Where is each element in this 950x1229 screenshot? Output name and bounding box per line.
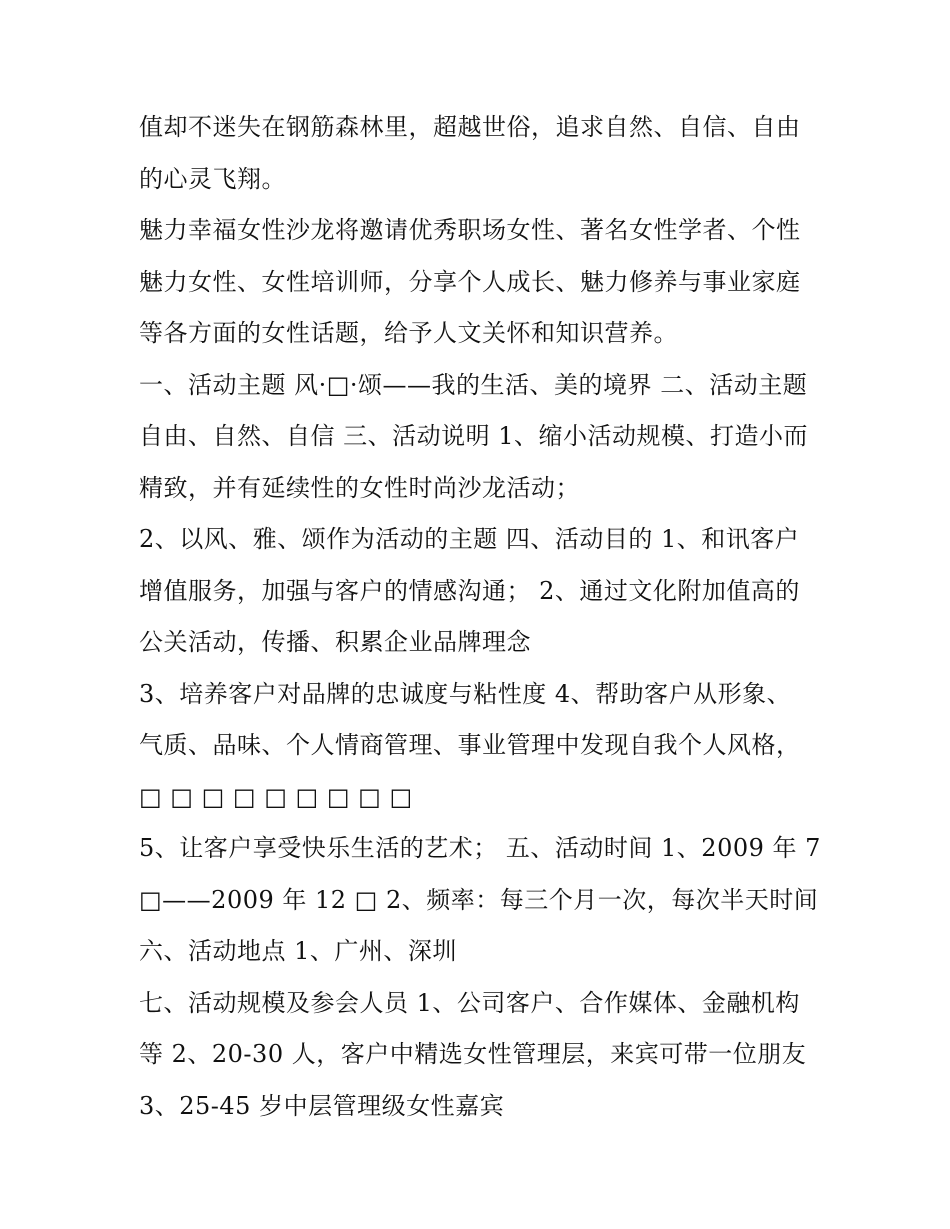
- text-line: 魅力女性、女性培训师，分享个人成长、魅力修养与事业家庭: [139, 267, 801, 296]
- text-line: 值却不迷失在钢筋森林里，超越世俗，追求自然、自信、自由: [139, 113, 801, 141]
- text-line: 2、以风、雅、颂作为活动的主题 四、活动目的 1、和讯客户: [139, 525, 800, 553]
- text-line: 3、25-45 岁中层管理级女性嘉宾: [139, 1091, 505, 1120]
- text-line: 七、活动规模及参会人员 1、公司客户、合作媒体、金融机构: [139, 988, 800, 1017]
- text-line: 增值服务，加强与客户的情感沟通； 2、通过文化附加值高的: [139, 576, 800, 605]
- text-line: □——2009 年 12 □ 2、频率：每三个月一次，每次半天时间: [139, 885, 819, 914]
- text-line: 的心灵飞翔。: [139, 164, 286, 193]
- text-line: 魅力幸福女性沙龙将邀请优秀职场女性、著名女性学者、个性: [139, 216, 801, 244]
- text-line: 等各方面的女性话题，给予人文关怀和知识营养。: [139, 319, 678, 347]
- text-line: 5、让客户享受快乐生活的艺术； 五、活动时间 1、2009 年 7: [139, 834, 821, 862]
- text-line: □ □ □ □ □ □ □ □ □: [139, 782, 413, 811]
- text-line: 公关活动，传播、积累企业品牌理念: [139, 628, 531, 656]
- document-body: [139, 102, 839, 1132]
- text-line: 六、活动地点 1、广州、深圳: [139, 937, 457, 965]
- text-line: 气质、品味、个人情商管理、事业管理中发现自我个人风格，: [139, 731, 801, 759]
- text-line: 精致，并有延续性的女性时尚沙龙活动；: [139, 473, 580, 502]
- text-line: 一、活动主题 风·□·颂——我的生活、美的境界 二、活动主题: [139, 370, 808, 399]
- text-line: 自由、自然、自信 三、活动说明 1、缩小活动规模、打造小而: [139, 422, 809, 450]
- text-line: 等 2、20-30 人，客户中精选女性管理层，来宾可带一位朋友: [139, 1040, 807, 1068]
- text-line: 3、培养客户对品牌的忠诚度与粘性度 4、帮助客户从形象、: [139, 679, 792, 708]
